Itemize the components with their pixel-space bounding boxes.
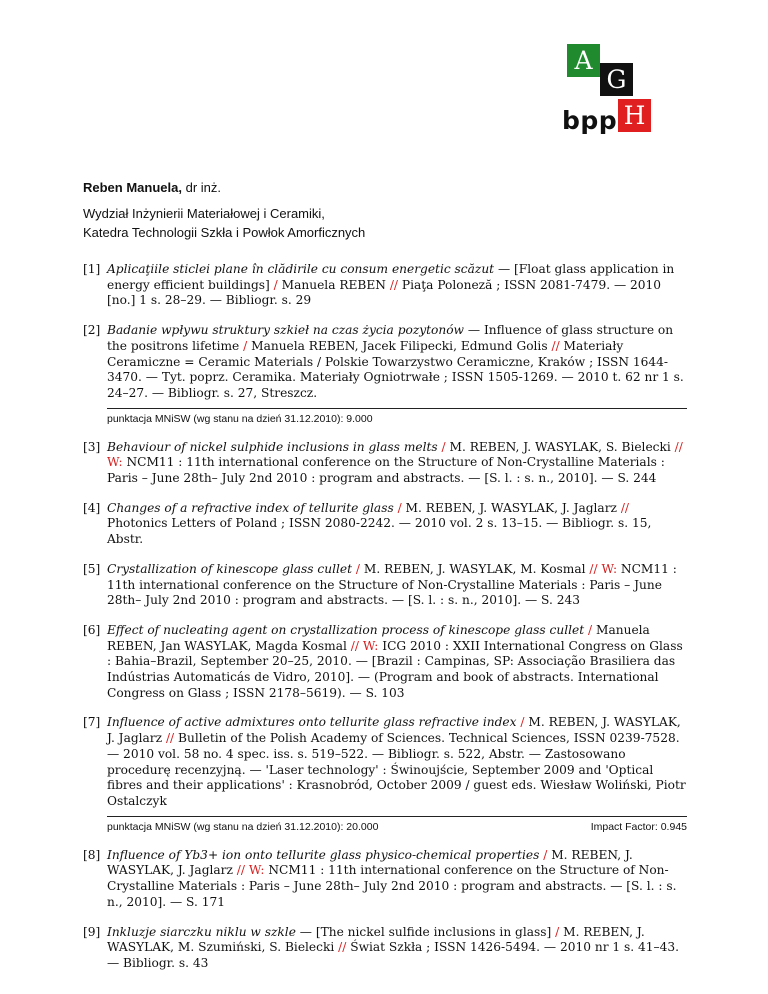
entry-separator: // [165, 731, 175, 746]
logo-letter-h: H [618, 99, 651, 132]
entry-number: [9] [83, 924, 101, 939]
entry-title: Behaviour of nickel sulphide inclusions in glass melts [107, 439, 438, 454]
entry-number: [5] [83, 561, 101, 576]
publication-entry [83, 715, 687, 809]
mnisw-score: punktacja MNiSW (wg stanu na dzień 31.12.2010): 9.000 [107, 412, 373, 425]
logo-letter-a: A [567, 44, 600, 77]
entry-authors: M. REBEN, J. WASYLAK, M. Kosmal [359, 561, 590, 576]
entry-translation: Influence of glass structure on the positrons lifetime [107, 323, 674, 353]
logo-letter-g: G [600, 63, 633, 96]
entry-source: NCM11 : 11th international conference on the Structure of Non-Crystalline Materials : Paris – June 28th– July 2nd 2010 : program and abstracts. — [S. l. : s. n., 2010]. — S. 244 [107, 455, 665, 486]
entry-source: Piaţa Poloneză ; ISSN 2081-7479. — 2010 [no.] 1 s. 28–29. — Bibliogr. s. 29 [107, 277, 662, 308]
publication-entry [83, 562, 687, 609]
author-name: Reben Manuela, [83, 180, 182, 195]
entry-separator: / [441, 439, 446, 454]
entry-title: Aplicaţiile sticlei plane în clădirile cu consum energetic scăzut [107, 262, 495, 276]
entry-dash: — [494, 262, 515, 276]
entry-number: [2] [83, 323, 101, 338]
entry-title: Effect of nucleating agent on crystallization process of kinescope glass cullet [107, 622, 585, 637]
entry-separator: // W: [589, 561, 618, 576]
entry-source: NCM11 : 11th international conference on the Structure of Non-Crystalline Materials : Paris – June 28th– July 2nd 2010 : program and abstracts. — [S. l. : s. n., 2010]. — S. 243 [107, 561, 677, 608]
publication-entry [83, 848, 687, 911]
entry-separator: // [620, 500, 630, 515]
entry-source: Photonics Letters of Poland ; ISSN 2080-2242. — 2010 vol. 2 s. 13–15. — Bibliogr. s. 15, Abstr. [107, 516, 652, 547]
entry-source: Bulletin of the Polish Academy of Sciences. Technical Sciences, ISSN 0239-7528. — 2010 vol. 58 no. 4 spec. iss. s. 519–522. — Bibliogr. s. 522, Abstr. — Zastosowano procedurę recenzyjną. — 'Laser technology' : Świnoujście, September 2009 and 'Optical fibres and their applications' : Krasnobród, October 2009 / guest eds. Wiesław Woliński, Piotr Ostalczyk [107, 731, 686, 808]
affiliation-faculty: Wydział Inżynierii Materiałowej i Ceramiki, [83, 206, 325, 221]
logo-bpp: bpp [562, 106, 618, 135]
score-bar [107, 408, 687, 426]
entry-title: Crystallization of kinescope glass cullet [107, 561, 352, 576]
entry-separator: // [338, 940, 347, 955]
entry-separator: / [243, 338, 248, 353]
entry-authors: Manuela REBEN [277, 277, 390, 292]
entry-authors: M. REBEN, J. WASYLAK, J. Jaglarz [107, 715, 681, 746]
author-heading [83, 180, 221, 195]
entry-authors: M. REBEN, J. WASYLAK, S. Bielecki [445, 439, 675, 454]
entry-source: ICG 2010 : XXII International Congress on Glass : Bahia–Brazil, September 20–25, 2010. — [Brazil : Campinas, SP: Associação Brasiliera das Indústrias Automaticás de Vidro, 2010]. — (Program and book of abstracts. International Congress on Glass ; ISSN 2178–5619). — S. 103 [107, 638, 683, 700]
entry-separator: / [543, 847, 548, 862]
entry-authors: M. REBEN, J. WASYLAK, M. Szumiński, S. Bielecki [107, 924, 645, 955]
entry-source: NCM11 : 11th international conference on the Structure of Non-Crystalline Materials : Paris – June 28th– July 2nd 2010 : program and abstracts. — [S. l. : s. n., 2010]. — S. 171 [107, 863, 677, 909]
entry-source: Świat Szkła ; ISSN 1426-5494. — 2010 nr 1 s. 41–43. — Bibliogr. s. 43 [107, 940, 680, 970]
entry-separator: / [555, 924, 560, 939]
entry-separator: / [588, 622, 593, 637]
impact-factor: Impact Factor: 0.945 [590, 820, 687, 833]
entry-title: Changes of a refractive index of tellurite glass [107, 500, 394, 515]
publication-entry [83, 440, 687, 487]
affiliation [83, 204, 365, 242]
entry-dash: — [295, 924, 316, 939]
entry-authors: M. REBEN, J. WASYLAK, J. Jaglarz [107, 847, 633, 878]
entry-number: [1] [83, 262, 101, 276]
entry-authors: Manuela REBEN, Jan WASYLAK, Magda Kosmal [107, 622, 650, 653]
entry-title: Influence of Yb3+ ion onto tellurite glass physico-chemical properties [107, 847, 540, 862]
mnisw-score: punktacja MNiSW (wg stanu na dzień 31.12.2010): 20.000 [107, 820, 379, 833]
entry-number: [3] [83, 439, 101, 454]
publication-list [83, 262, 687, 986]
entry-separator: // W: [107, 439, 683, 470]
publication-entry [83, 262, 687, 309]
entry-separator: / [397, 500, 402, 515]
author-title: dr inż. [185, 180, 221, 195]
entry-number: [7] [83, 715, 101, 730]
publication-entry [83, 501, 687, 548]
publication-entry [83, 925, 687, 972]
entry-number: [4] [83, 500, 101, 515]
entry-separator: / [273, 277, 278, 292]
entry-dash: — [464, 323, 484, 338]
entry-title: Inkluzje siarczku niklu w szkle [107, 924, 296, 939]
entry-separator: / [520, 715, 525, 730]
entry-separator: // [551, 338, 560, 353]
entry-translation: [The nickel sulfide inclusions in glass] [315, 924, 556, 939]
entry-number: [8] [83, 847, 101, 862]
entry-translation: [Float glass application in energy efficient buildings] [107, 262, 675, 292]
entry-authors: M. REBEN, J. WASYLAK, J. Jaglarz [401, 500, 621, 515]
entry-authors: Manuela REBEN, Jacek Filipecki, Edmund Golis [247, 338, 552, 353]
entry-separator: // W: [236, 863, 265, 878]
entry-number: [6] [83, 622, 101, 637]
publication-entry [83, 623, 687, 702]
affiliation-department: Katedra Technologii Szkła i Powłok Amorficznych [83, 225, 366, 240]
entry-title: Badanie wpływu struktury szkieł na czas życia pozytonów [107, 323, 464, 338]
entry-separator: // W: [350, 638, 379, 653]
score-bar [107, 816, 687, 834]
entry-source: Materiały Ceramiczne = Ceramic Materials / Polskie Towarzystwo Ceramiczne, Kraków ; ISSN 1644-3470. — Tyt. poprz. Ceramika. Materiały Ogniotrwałe ; ISSN 1505-1269. — 2010 t. 62 nr 1 s. 24–27. — Bibliogr. s. 27, Streszcz. [107, 338, 684, 400]
entry-title: Influence of active admixtures onto tellurite glass refractive index [107, 715, 517, 730]
entry-separator: // [389, 277, 399, 292]
publication-entry [83, 323, 687, 402]
entry-separator: / [355, 561, 360, 576]
